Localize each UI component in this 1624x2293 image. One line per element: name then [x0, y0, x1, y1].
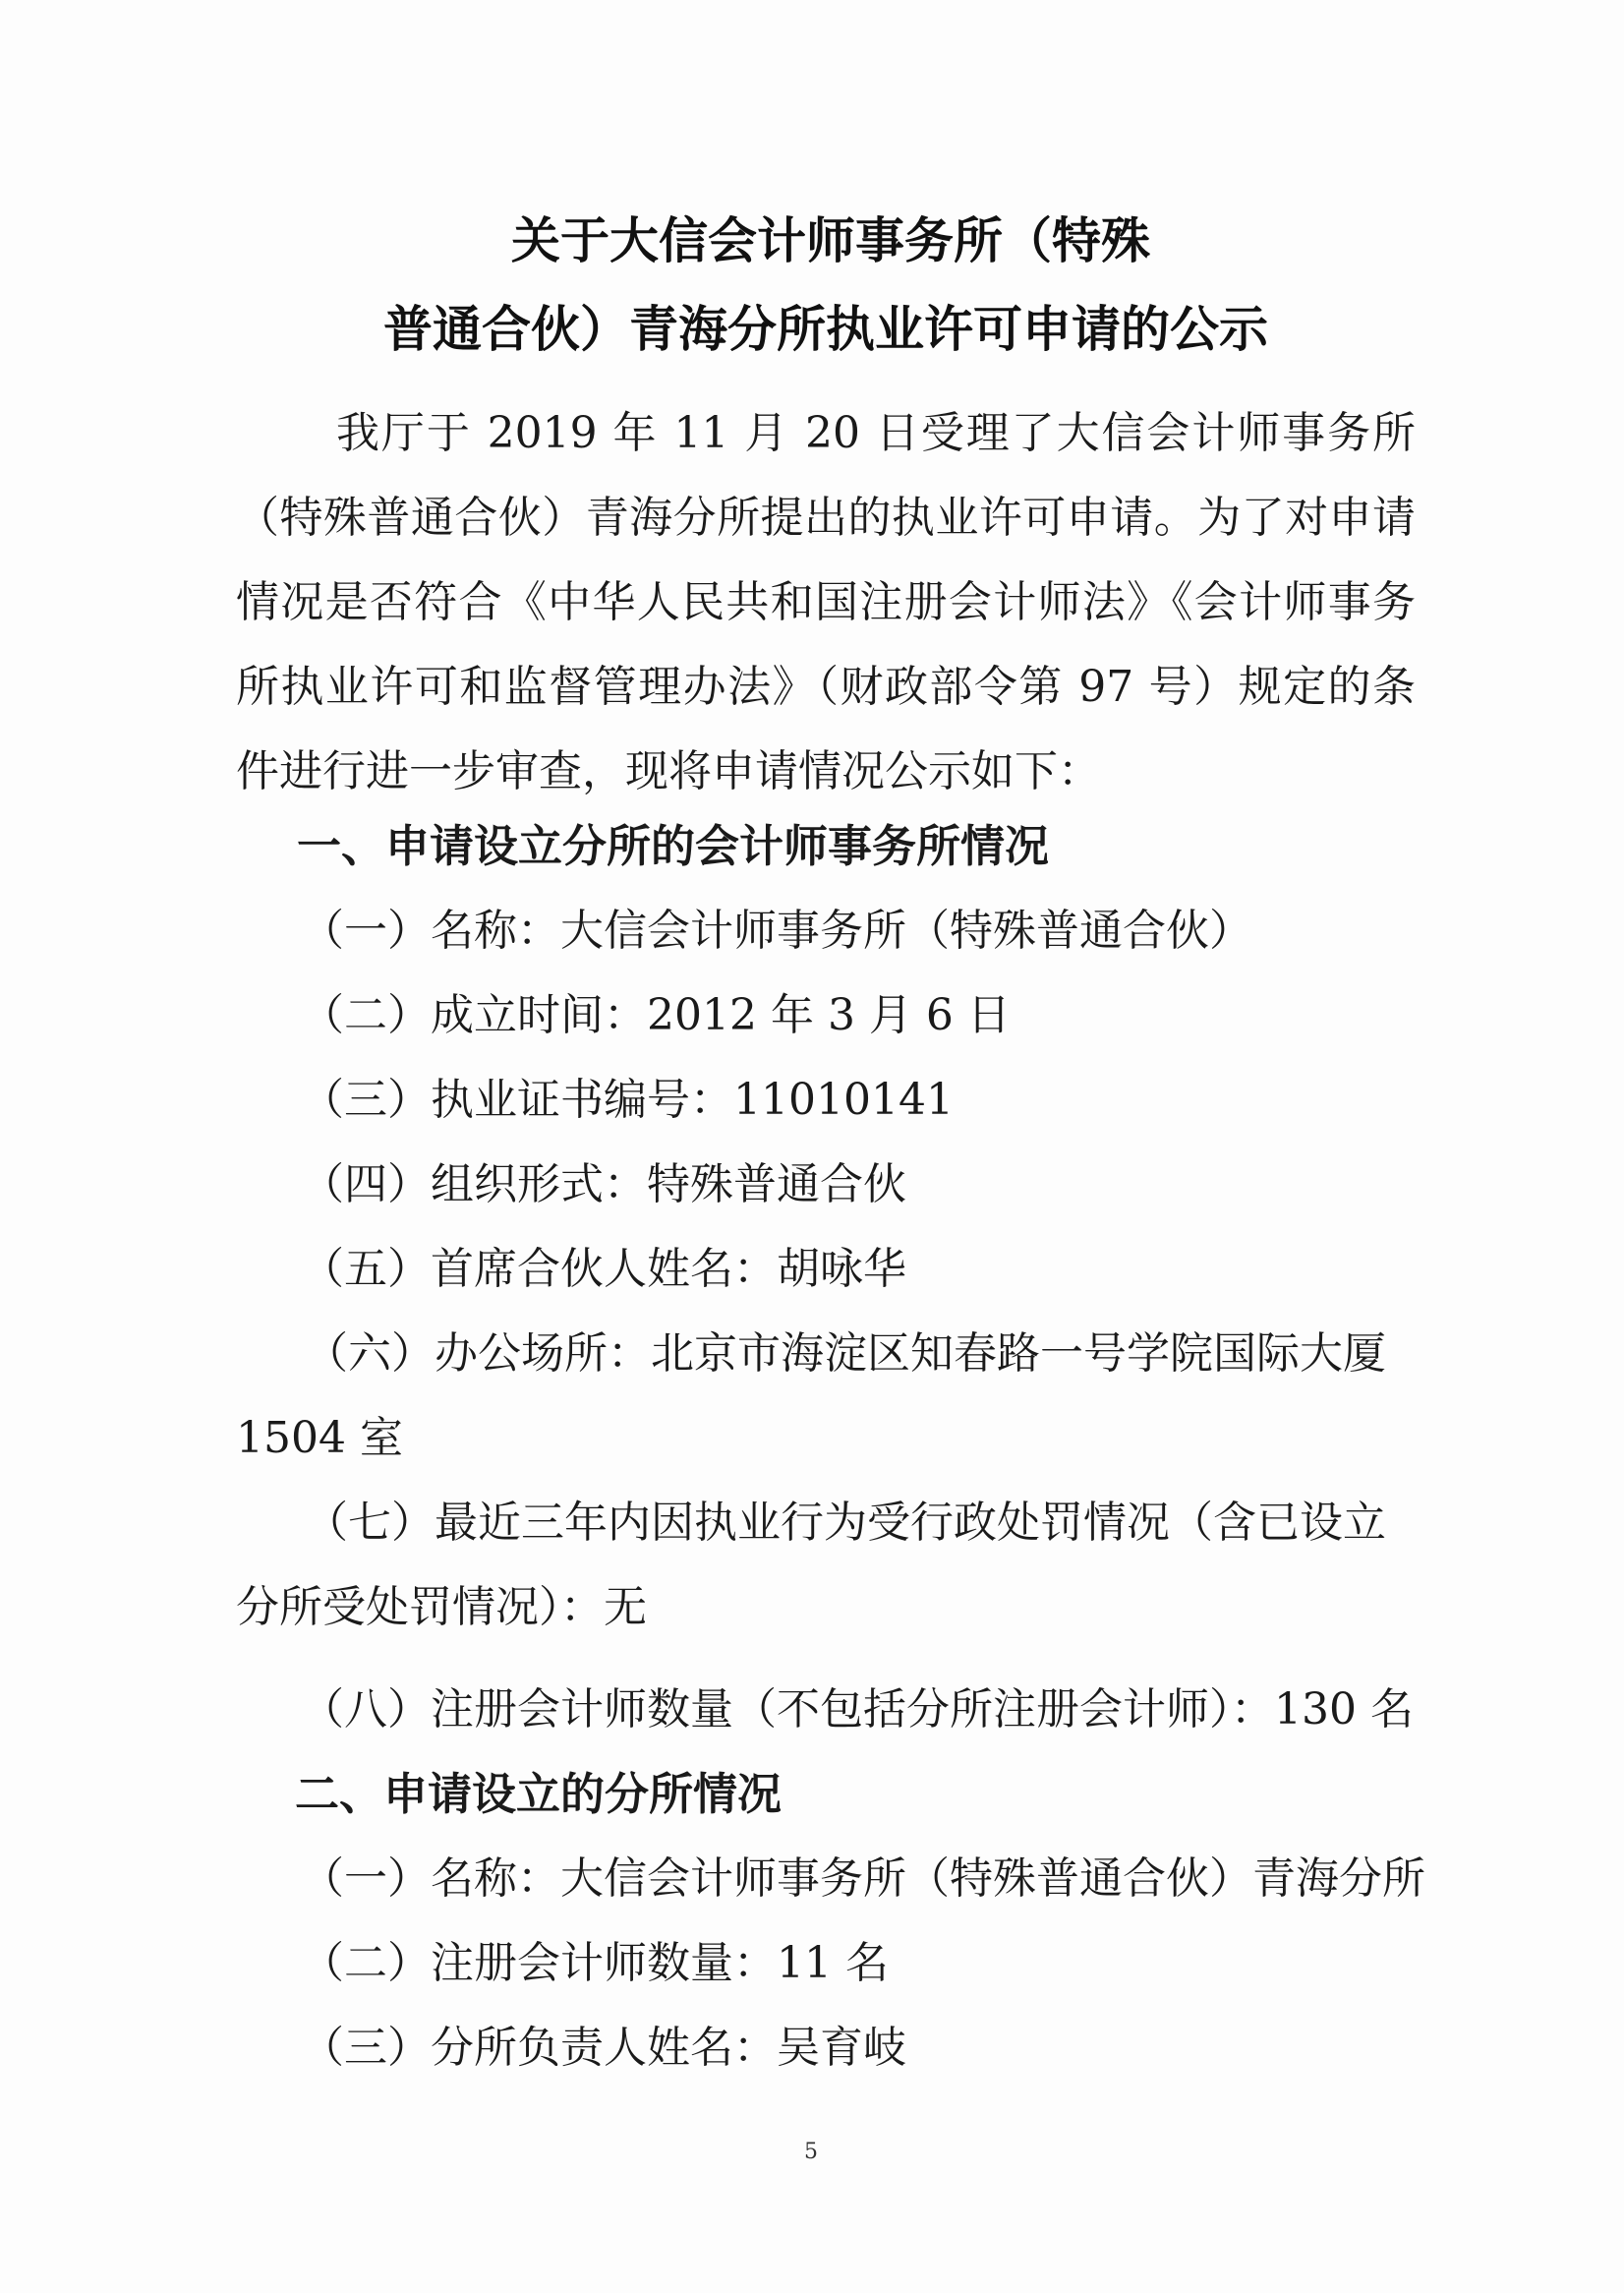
document-title-line-2: 普通合伙）青海分所执业许可申请的公示	[383, 301, 1268, 358]
section-1-item-8: （八）注册会计师数量（不包括分所注册会计师）：130 名	[301, 1684, 1414, 1734]
section-1-item-2: （二）成立时间：2012 年 3 月 6 日	[301, 990, 1011, 1040]
section-2-heading: 二、申请设立的分所情况	[295, 1768, 783, 1820]
section-1-item-4: （四）组织形式：特殊普通合伙	[301, 1159, 906, 1209]
section-2-item-2: （二）注册会计师数量：11 名	[301, 1938, 889, 1988]
intro-paragraph: 我厅于 2019 年 11 月 20 日受理了大信会计师事务所（特殊普通合伙）青海分所提出的执业许可申请。为了对申请情况是否符合《中华人民共和国注册会计师法》《会计师事务所执业许可和监督管理办法》（财政部令第 97 号）规定的条件进行进一步审查，现将申请情况公示如下：	[236, 408, 1416, 796]
section-1-item-6: （六）办公场所：北京市海淀区知春路一号学院国际大厦 1504 室	[236, 1328, 1386, 1463]
section-1-heading: 一、申请设立分所的会计师事务所情况	[297, 820, 1050, 872]
section-2-item-1: （一）名称：大信会计师事务所（特殊普通合伙）青海分所	[301, 1853, 1425, 1904]
document-title-line-1: 关于大信会计师事务所（特殊	[511, 212, 1150, 269]
section-1-item-7: （七）最近三年内因执业行为受行政处罚情况（含已设立分所受处罚情况）：无	[236, 1498, 1386, 1632]
page-number: 5	[804, 2140, 818, 2164]
section-2-item-3: （三）分所负责人姓名：吴育岐	[301, 2023, 906, 2073]
section-1-item-5: （五）首席合伙人姓名：胡咏华	[301, 1244, 906, 1294]
section-1-item-1: （一）名称：大信会计师事务所（特殊普通合伙）	[301, 906, 1252, 956]
section-1-item-3: （三）执业证书编号：11010141	[301, 1075, 954, 1125]
